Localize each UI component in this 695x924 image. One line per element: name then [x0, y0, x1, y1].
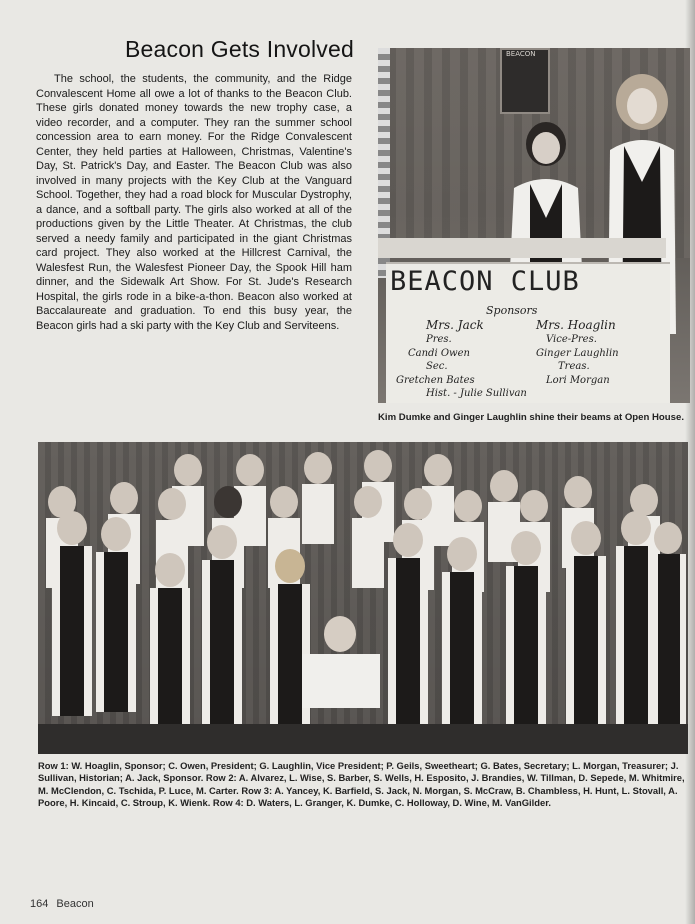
sign-sec-name: Gretchen Bates — [396, 375, 475, 386]
article-body: The school, the students, the community, and the Ridge Convalescent Home all owe a lot of thanks to the Beacon Club. These girls donated money towards the new trophy case, a video recorder, and a computer. They ran the summer school concession area to earn money. For the Ridge Convalescent Center, they held parties at Halloween, Christmas, Valentine's Day, St. Patrick's Day, and Easter. The Beacon Club was also involved in many projects with the Key Club at the Vanguard School. Together, they had a road block for Muscular Dystrophy, a dance, and a softball party. The girls also worked at all of the productions given by the Little Theater. At Christmas, the club served a needy family and participated in the giant Christmas card project. They also worked at the Hillcrest Carnival, the Walesfest Run, the Walesfest Pioneer Day, the Spook Hill ham dinner, and the Sidewalk Art Show. For St. Jude's Research Hospital, the girls rode in a bike-a-thon. Beacon also worked at Baccalaureate and graduation. To end this busy year, the Beacon girls had a ski party with the Key Club and Serviteens. — [36, 73, 352, 332]
sign-sponsor-2: Mrs. Hoaglin — [536, 318, 616, 332]
beacon-club-sign — [386, 262, 670, 403]
sign-vice-name: Ginger Laughlin — [536, 348, 619, 359]
display-table — [378, 238, 666, 258]
article-title: Beacon Gets Involved — [124, 36, 354, 62]
sign-sponsor-1: Mrs. Jack — [426, 318, 484, 332]
sign-sec-label: Sec. — [426, 361, 448, 372]
open-house-photo — [378, 48, 690, 403]
sign-vice-label: Vice-Pres. — [546, 334, 597, 345]
sign-pres-label: Pres. — [426, 334, 452, 345]
group-photo-caption: Row 1: W. Hoaglin, Sponsor; C. Owen, President; G. Laughlin, Vice President; P. Geils, Sweetheart; G. Bates, Secretary; L. Morgan, Treasurer; J. Sullivan, Historian; A. Jack, Sponsor. Row 2: A. Alvarez, L. Wise, S. Barber, S. Wells, H. Esposito, J. Brandies, W. Tillman, D. Sepede, M. Whitmire, M. McClendon, C. Tschida, P. Luce, M. Carter. Row 3: A. Yancey, K. Barfield, S. Jack, N. Morgan, S. McCraw, B. Chambless, H. Hunt, L. Stovall, A. Poore, H. Kincaid, C. Stroup, K. Wienk. Row 4: D. Waters, L. Granger, K. Dumke, C. Holloway, D. Wine, M. VanGilder. — [38, 760, 685, 808]
plaque-label: BEACON — [506, 50, 536, 58]
sign-sponsors-label: Sponsors — [486, 304, 538, 317]
beacon-club-group-photo — [38, 442, 688, 754]
sign-pres-name: Candi Owen — [408, 348, 470, 359]
open-house-caption: Kim Dumke and Ginger Laughlin shine their beams at Open House. — [378, 412, 684, 423]
page-number: 164 — [30, 898, 49, 910]
group-members-figures — [38, 442, 688, 754]
sign-treas-name: Lori Morgan — [546, 375, 610, 386]
sign-treas-label: Treas. — [558, 361, 590, 372]
section-name: Beacon — [56, 898, 94, 910]
page-footer — [30, 898, 99, 910]
sign-historian: Hist. - Julie Sullivan — [426, 388, 527, 399]
stage-floor — [38, 724, 688, 754]
sign-title: BEACON CLUB — [390, 266, 580, 297]
